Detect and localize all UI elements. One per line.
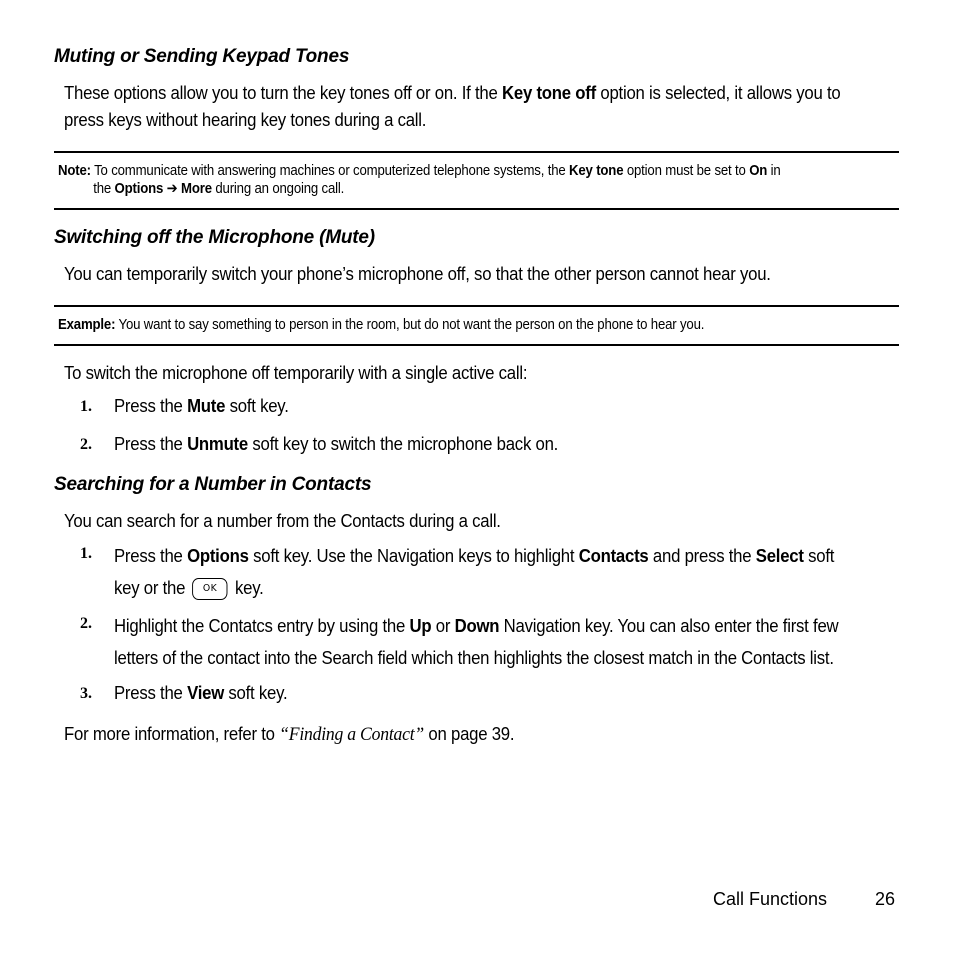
text: Navigation key. You can also enter the first few: [503, 616, 839, 636]
section-heading-keypad-tones: Muting or Sending Keypad Tones: [54, 46, 350, 67]
bold-term: Mute: [187, 396, 226, 416]
text: These options allow you to turn the key tones off or on. If the: [64, 83, 498, 103]
list-item: [114, 393, 289, 420]
text: You want to say something to person in the room, but do not want the person on the phone to hear you.: [118, 316, 705, 333]
list-item: [114, 540, 834, 604]
note-label: Note:: [58, 162, 91, 179]
bold-term: View: [187, 683, 224, 703]
text: Highlight the Contatcs entry by using the: [114, 616, 406, 636]
text: soft key. Use the Navigation keys to highlight: [253, 546, 575, 566]
step-number: 2.: [80, 436, 92, 453]
text: key or the: [114, 578, 186, 598]
arrow-icon: ➔: [166, 180, 178, 197]
text: soft: [808, 546, 835, 566]
text: soft key.: [228, 683, 288, 703]
text: Press the: [114, 546, 183, 566]
bold-term: Down: [454, 616, 500, 636]
bold-term: Contacts: [578, 546, 649, 566]
text: soft key.: [229, 396, 289, 416]
text: in: [770, 162, 781, 179]
note-top-rule: [54, 151, 899, 153]
bold-term: Unmute: [187, 434, 248, 454]
text: key.: [234, 578, 264, 598]
example-top-rule: [54, 305, 899, 307]
text: Press the: [114, 683, 183, 703]
example-block: [58, 316, 704, 334]
text: letters of the contact into the Search field which then highlights the closest match in the Contacts list.: [114, 648, 834, 668]
ok-key-icon: OK: [192, 578, 227, 600]
step-number: 1.: [80, 545, 92, 562]
step-number: 2.: [80, 615, 92, 632]
text: or: [435, 616, 451, 636]
example-bottom-rule: [54, 344, 899, 346]
bold-term: Select: [755, 546, 804, 566]
text: press keys without hearing key tones during a call.: [64, 110, 427, 130]
text: To communicate with answering machines or computerized telephone systems, the: [94, 162, 566, 179]
text: option must be set to: [626, 162, 746, 179]
step-number: 1.: [80, 398, 92, 415]
footer-section-title: Call Functions: [713, 889, 828, 909]
list-item: [114, 610, 838, 674]
bold-term: On: [749, 162, 768, 179]
list-item: [114, 680, 287, 707]
text: For more information, refer to: [64, 724, 275, 744]
text: Press the: [114, 396, 183, 416]
cross-reference-paragraph: [64, 721, 514, 748]
mute-steps-intro: To switch the microphone off temporarily with a single active call:: [64, 363, 528, 383]
bold-term: Key tone: [569, 162, 624, 179]
paragraph-keypad-tones: [64, 80, 840, 134]
text: on page 39.: [428, 724, 515, 744]
text: soft key to switch the microphone back on.: [252, 434, 559, 454]
cross-reference-link[interactable]: “Finding a Contact”: [279, 724, 424, 745]
note-bottom-rule: [54, 208, 899, 210]
text: the: [93, 180, 112, 197]
bold-term: More: [181, 180, 212, 197]
bold-term: Options: [187, 546, 249, 566]
bold-term: Key tone off: [502, 83, 596, 103]
text: and press the: [652, 546, 752, 566]
bold-term: Options: [114, 180, 164, 197]
text: during an ongoing call.: [215, 180, 345, 197]
page-number: 26: [875, 889, 896, 909]
section-heading-contacts: Searching for a Number in Contacts: [54, 474, 372, 495]
example-label: Example:: [58, 316, 116, 333]
note-block: [58, 162, 781, 198]
paragraph-contacts: You can search for a number from the Contacts during a call.: [64, 511, 501, 531]
paragraph-mute: You can temporarily switch your phone’s microphone off, so that the other person cannot hear you.: [64, 264, 771, 284]
section-heading-mute: Switching off the Microphone (Mute): [54, 227, 375, 248]
text: option is selected, it allows you to: [600, 83, 841, 103]
list-item: [114, 431, 558, 458]
step-number: 3.: [80, 685, 92, 702]
text: Press the: [114, 434, 183, 454]
bold-term: Up: [409, 616, 432, 636]
